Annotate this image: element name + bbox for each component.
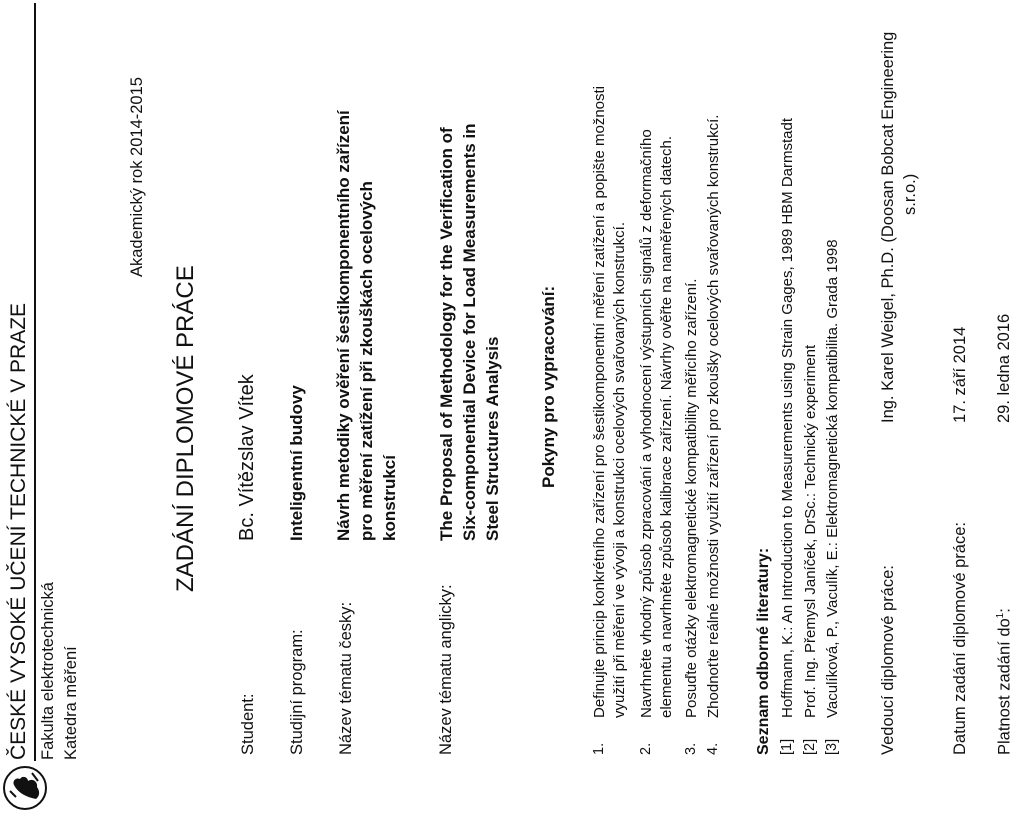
topic-en-label: Název tématu anglicky: [437, 584, 455, 755]
literature-item: Prof. Ing. Přemysl Janíček, DrSc.: Technický experiment [802, 344, 819, 718]
literature-number: [1] [779, 738, 795, 755]
supervisor-value: s.r.o.) [901, 173, 919, 215]
instruction-line: Posuďte otázky elektromagnetické kompatibility měřicího zařízení. [683, 278, 700, 718]
instruction-number: 4. [705, 742, 721, 755]
instruction-line: Navrhněte vhodný způsob zpracování a vyhodnocení výstupních signálů z deformačního [638, 129, 655, 718]
instructions-heading: Pokyny pro vypracování: [539, 285, 558, 488]
university-lion-logo-icon [2, 765, 48, 811]
supervisor-label: Vedoucí diplomové práce: [879, 565, 897, 755]
supervisor-value: Ing. Karel Weigel, Ph.D. (Doosan Bobcat Engineering [879, 31, 897, 423]
literature-heading: Seznam odborné literatury: [755, 547, 772, 755]
validity-footnote-mark: 1 [995, 612, 1006, 619]
topic-en-line: The Proposal of Methodology for the Verification of [437, 127, 456, 541]
topic-cz-line: Návrh metodiky ověření šestikomponentního zařízení [334, 110, 353, 541]
instruction-line: využití při měření ve vývoji a konstrukci ocelových svařovaných konstrukcí. [611, 221, 628, 718]
topic-cz-line: pro měření zatížení při zkouškách ocelových [357, 181, 376, 541]
study-program-value: Inteligentní budovy [287, 385, 306, 541]
instruction-line: Zhodnoťte reálné možnosti využití zařízení pro zkoušky ocelových svařovaných konstrukcí. [705, 114, 722, 718]
study-program-label: Studijní program: [288, 629, 306, 755]
validity-label-colon: : [995, 608, 1014, 613]
document-title: ZADÁNÍ DIPLOMOVÉ PRÁCE [172, 265, 199, 592]
topic-en-line: Steel Structures Analysis [483, 336, 502, 541]
header-rule [34, 3, 36, 761]
instruction-number: 2. [638, 742, 654, 755]
instruction-number: 1. [591, 742, 607, 755]
instruction-line: elementu a navrhněte způsob kalibrace zařízení. Návrhy ověřte na naměřených datech. [658, 136, 675, 718]
date-assigned-value: 17. září 2014 [951, 326, 969, 423]
validity-label [995, 608, 1015, 755]
academic-year: Akademický rok 2014-2015 [128, 77, 146, 277]
instruction-line: Definujte princip konkrétního zařízení pro šestikomponentní měření zatížení a popište možnosti [591, 86, 608, 718]
date-assigned-label: Datum zadání diplomové práce: [951, 522, 969, 755]
literature-number: [3] [824, 738, 840, 755]
topic-cz-line: konstrukcí [380, 455, 399, 541]
student-label: Student: [239, 693, 257, 755]
literature-item: Hoffmann, K.: An Introduction to Measurements using Strain Gages, 1989 HBM Darmstadt [779, 117, 796, 718]
instruction-number: 3. [683, 742, 699, 755]
department-name: Katedra měření [62, 646, 80, 760]
validity-label-text: Platnost zadání do [995, 618, 1014, 755]
student-name: Bc. Vítězslav Vítek [236, 374, 258, 541]
validity-value: 29. ledna 2016 [995, 313, 1013, 423]
topic-cz-label: Název tématu česky: [337, 601, 355, 755]
topic-en-line: Six-componential Device for Load Measurements in [460, 123, 479, 541]
faculty-name: Fakulta elektrotechnická [39, 582, 57, 760]
literature-item: Vaculíková, P., Vaculík, E.: Elektromagnetická kompatibilita. Grada 1998 [824, 239, 841, 718]
university-name: ČESKÉ VYSOKÉ UČENÍ TECHNICKÉ V PRAZE [7, 302, 30, 760]
literature-number: [2] [802, 738, 818, 755]
